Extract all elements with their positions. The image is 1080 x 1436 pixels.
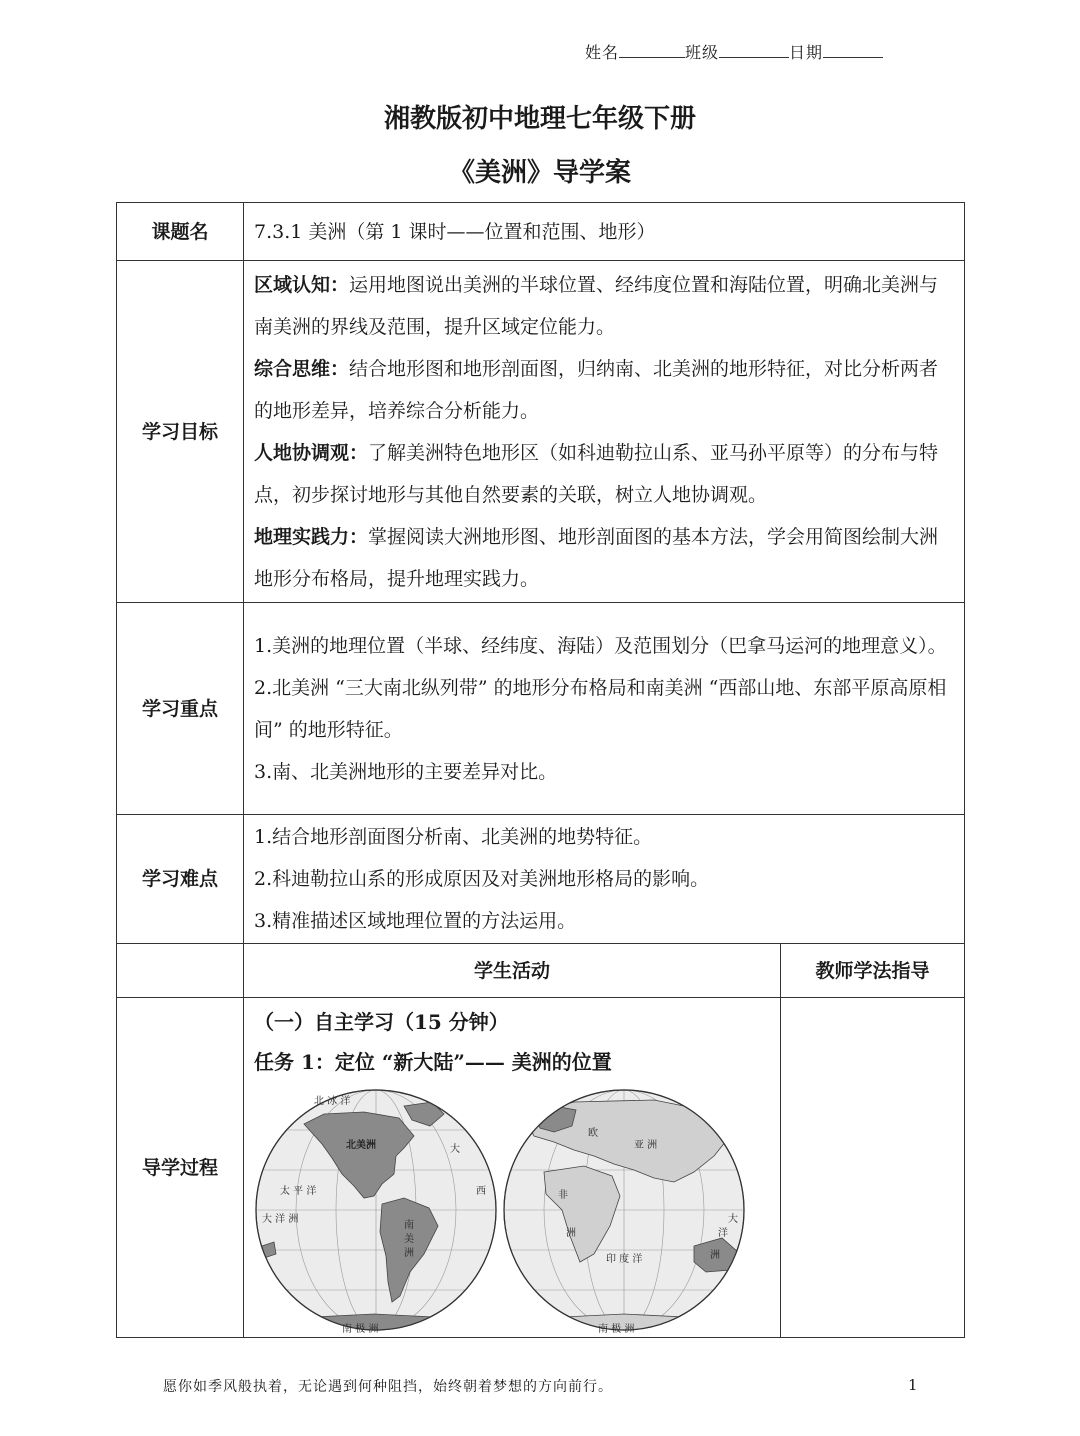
process-label: 导学过程 bbox=[117, 998, 244, 1338]
key-points-content bbox=[244, 603, 965, 815]
world-hemispheres-map bbox=[254, 1086, 754, 1336]
map-label: 洋 bbox=[718, 1228, 728, 1239]
key-point-item: 3.南、北美洲地形的主要差异对比。 bbox=[254, 760, 558, 783]
map-label: 大 洋 洲 bbox=[262, 1214, 299, 1225]
topic-value: 7.3.1 美洲（第 1 课时——位置和范围、地形） bbox=[244, 203, 965, 261]
objective-item: 地理实践力：掌握阅读大洲地形图、地形剖面图的基本方法，学会用简图绘制大洲地形分布格局，提升地理实践力。 bbox=[254, 525, 939, 590]
footer-motto: 愿你如季风般执着，无论遇到何种阻挡，始终朝着梦想的方向前行。 bbox=[163, 1379, 613, 1395]
map-label: 西 bbox=[476, 1186, 486, 1197]
process-guide-cell bbox=[781, 998, 965, 1338]
difficulties-row bbox=[117, 815, 965, 944]
task-heading: 任务 1：定位 “新大陆”—— 美洲的位置 bbox=[254, 1050, 612, 1074]
document-subtitle: 《美洲》导学案 bbox=[448, 158, 631, 188]
date-label: 日期 bbox=[789, 43, 824, 62]
name-label: 姓名 bbox=[585, 43, 620, 62]
objective-item: 区域认知：运用地图说出美洲的半球位置、经纬度位置和海陆位置，明确北美洲与南美洲的界线及范围，提升区域定位能力。 bbox=[254, 273, 939, 338]
objective-item: 人地协调观：了解美洲特色地形区（如科迪勒拉山系、亚马孙平原等）的分布与特点，初步探讨地形与其他自然要素的关联，树立人地协调观。 bbox=[254, 441, 939, 506]
empty-header-cell bbox=[117, 944, 244, 998]
objectives-content bbox=[244, 261, 965, 603]
map-label: 欧 bbox=[588, 1128, 598, 1139]
section-heading: （一）自主学习（15 分钟） bbox=[254, 1010, 509, 1034]
objective-item: 综合思维：结合地形图和地形剖面图，归纳南、北美洲的地形特征，对比分析两者的地形差异，培养综合分析能力。 bbox=[254, 357, 939, 422]
map-label: 洲 bbox=[710, 1250, 720, 1261]
page-number: 1 bbox=[908, 1376, 918, 1394]
key-points-row bbox=[117, 603, 965, 815]
map-label: 非 bbox=[558, 1190, 568, 1201]
western-hemisphere bbox=[254, 1086, 504, 1336]
objectives-row bbox=[117, 261, 965, 603]
study-guide-table bbox=[116, 202, 965, 1338]
key-point-item: 1.美洲的地理位置（半球、经纬度、海陆）及范围划分（巴拿马运河的地理意义）。 bbox=[254, 634, 947, 657]
column-header-row bbox=[117, 944, 965, 998]
map-label: 北美洲 bbox=[346, 1140, 376, 1151]
map-label: 南 极 洲 bbox=[342, 1324, 379, 1335]
difficulty-item: 2.科迪勒拉山系的形成原因及对美洲地形格局的影响。 bbox=[254, 868, 710, 890]
teacher-guide-header: 教师学法指导 bbox=[781, 944, 965, 998]
class-label: 班级 bbox=[685, 43, 720, 62]
difficulties-content bbox=[244, 815, 965, 944]
objectives-label: 学习目标 bbox=[117, 261, 244, 603]
eastern-hemisphere bbox=[502, 1086, 754, 1336]
student-activity-header: 学生活动 bbox=[244, 944, 781, 998]
map-label: 印 度 洋 bbox=[606, 1254, 643, 1265]
difficulty-item: 3.精准描述区域地理位置的方法运用。 bbox=[254, 910, 577, 932]
map-label: 亚 洲 bbox=[634, 1140, 658, 1151]
name-blank[interactable] bbox=[619, 43, 685, 58]
map-label: 大 bbox=[728, 1214, 738, 1225]
date-blank[interactable] bbox=[823, 43, 883, 58]
map-label: 大 bbox=[450, 1144, 460, 1155]
key-point-item: 2.北美洲 “三大南北纵列带” 的地形分布格局和南美洲 “西部山地、东部平原高原相间” 的地形特征。 bbox=[254, 676, 947, 741]
map-label: 洲 bbox=[566, 1228, 576, 1239]
process-activity-cell bbox=[244, 998, 781, 1338]
topic-label: 课题名 bbox=[117, 203, 244, 261]
process-row bbox=[117, 998, 965, 1338]
map-label: 南 bbox=[404, 1220, 414, 1231]
map-label: 洲 bbox=[404, 1248, 414, 1259]
document-title: 湘教版初中地理七年级下册 bbox=[383, 104, 696, 134]
map-label: 太 平 洋 bbox=[280, 1186, 317, 1197]
topic-row bbox=[117, 203, 965, 261]
map-label: 美 bbox=[404, 1234, 414, 1245]
map-label: 南 极 洲 bbox=[598, 1324, 635, 1335]
difficulty-item: 1.结合地形剖面图分析南、北美洲的地势特征。 bbox=[254, 826, 653, 848]
class-blank[interactable] bbox=[719, 43, 789, 58]
difficulties-label: 学习难点 bbox=[117, 815, 244, 944]
key-points-label: 学习重点 bbox=[117, 603, 244, 815]
map-label: 北 冰 洋 bbox=[314, 1096, 351, 1107]
student-info-line bbox=[585, 40, 883, 63]
